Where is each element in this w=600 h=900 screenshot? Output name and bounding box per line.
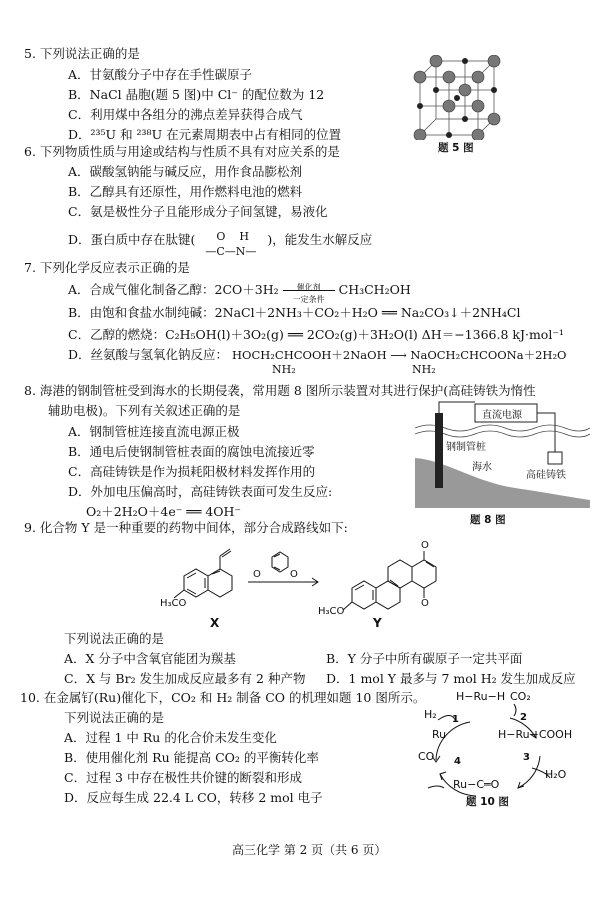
condition-label: 一定条件 [292, 295, 325, 304]
cycle-top-species: H−Ru−H [456, 690, 506, 703]
q6-option-a: A．碳酸氢钠能与碱反应，用作食品膨松剂 [68, 164, 303, 179]
q8-option-c: C．高硅铸铁是作为损耗阳极材料发挥作用的 [68, 464, 316, 479]
q5-figure-caption: 题 5 图 [438, 142, 474, 154]
serine-amino-a: NH₂ [272, 363, 296, 376]
cycle-right-species: H−Ru−COOH [498, 728, 573, 741]
q6-option-d-prefix: D．蛋白质中存在肽键( [68, 232, 196, 247]
cycle-step-4: 4 [454, 756, 461, 767]
cycle-ru-species: Ru [432, 728, 447, 741]
nacl-crystal-figure [412, 55, 502, 140]
y-methoxy-label: H₃CO [318, 606, 345, 617]
fig8-pile-label: 钢制管桩 [446, 442, 486, 453]
cycle-bottom-species: Ru−C═O [453, 778, 500, 791]
page-footer: 高三化学 第 2 页（共 6 页） [232, 843, 387, 857]
q7-option-b: B．由饱和食盐水制纯碱：2NaCl＋2NH₃＋CO₂＋H₂O ══ Na₂CO₃↓＋2NH₄Cl [68, 305, 521, 320]
cycle-step-3: 3 [523, 752, 530, 763]
peptide-oxygen: O [216, 230, 226, 243]
q5-option-b: B．NaCl 晶胞(题 5 图)中 Cl⁻ 的配位数为 12 [68, 87, 325, 102]
y-oxygen-bottom: O [421, 598, 429, 609]
q7-option-d [68, 347, 566, 363]
q7-option-a-product: CH₃CH₂OH [338, 282, 411, 297]
cycle-h2-input: H₂ [424, 708, 437, 721]
cycle-step-2: 2 [520, 712, 527, 723]
q5-option-d: D．²³⁵U 和 ²³⁸U 在元素周期表中占有相同的位置 [68, 127, 342, 142]
q10-option-d: D．反应每生成 22.4 L CO，转移 2 mol 电子 [64, 790, 323, 805]
cycle-co-output: CO [418, 750, 435, 763]
q6-option-b: B．乙醇具有还原性，用作燃料电池的燃料 [68, 184, 303, 199]
q8-option-b: B．通电后使钢制管桩表面的腐蚀电流接近零 [68, 444, 315, 459]
quinone-oxygen-right: O [290, 569, 298, 580]
q7-option-c: C．乙醇的燃烧：C₂H₅OH(l)＋3O₂(g) ══ 2CO₂(g)＋3H₂O(l) ΔH＝−1366.8 kJ·mol⁻¹ [68, 327, 564, 342]
y-oxygen-top: O [421, 540, 429, 551]
q10-figure-caption: 题 10 图 [466, 796, 509, 808]
q5-stem: 5. 下列说法正确的是 [24, 46, 140, 61]
q6-option-d [68, 230, 373, 258]
q9-option-c: C．X 与 Br₂ 发生加成反应最多有 2 种产物 [64, 671, 306, 686]
q7-stem: 7. 下列化学反应表示正确的是 [24, 260, 190, 275]
serine-amino-b: NH₂ [412, 363, 436, 376]
q8-option-a: A．钢制管桩连接直流电源正极 [68, 424, 240, 439]
catalyst-label: 催化剂 [296, 283, 321, 292]
q8-figure-caption: 题 8 图 [470, 514, 506, 526]
q8-option-d-equation: O₂＋2H₂O＋4e⁻ ══ 4OH⁻ [86, 504, 242, 519]
x-methoxy-label: H₃CO [160, 598, 187, 609]
q9-sub-stem: 下列说法正确的是 [64, 631, 165, 646]
peptide-hydrogen: H [239, 230, 249, 243]
compound-y-label: Y [373, 616, 382, 630]
compound-x-label: X [210, 616, 220, 630]
q5-option-c: C．利用煤中各组分的沸点差异获得合成气 [68, 107, 303, 122]
fig8-iron-label: 高硅铸铁 [526, 470, 566, 481]
fig8-sea-label: 海水 [472, 462, 492, 473]
q6-option-d-suffix: )，能发生水解反应 [267, 232, 373, 247]
q10-stem: 10. 在金属钌(Ru)催化下，CO₂ 和 H₂ 制备 CO 的机理如题 10 图所示。 [20, 690, 426, 705]
cycle-step-1: 1 [452, 714, 459, 725]
q10-sub-stem: 下列说法正确的是 [64, 710, 165, 725]
q6-stem: 6. 下列物质性质与用途或结构与性质不具有对应关系的是 [24, 144, 340, 159]
q7-option-a [68, 282, 411, 304]
q10-option-a: A．过程 1 中 Ru 的化合价未发生变化 [64, 730, 277, 745]
synthesis-route-figure [150, 540, 460, 628]
q8-option-d: D．外加电压偏高时，高硅铸铁表面可发生反应: [68, 484, 333, 499]
peptide-chain: —C—N— [205, 245, 257, 258]
reaction-condition-arrow [283, 283, 335, 304]
q9-stem: 9. 化合物 Y 是一种重要的药物中间体，部分合成路线如下: [24, 520, 348, 535]
q5-option-a: A．甘氨酸分子中存在手性碳原子 [68, 67, 253, 82]
serine-equation: HOCH₂CHCOOH＋2NaOH ⟶ NaOCH₂CHCOONa＋2H₂O [232, 348, 567, 362]
q8-stem-line1: 8. 海港的钢制管桩受到海水的长期侵袭，常用题 8 图所示装置对其进行保护(高硅铸铁为惰性 [24, 383, 536, 398]
q7-option-a-prefix: A．合成气催化制备乙醇：2CO＋3H₂ [68, 282, 279, 297]
q7-option-d-prefix: D．丝氨酸与氢氧化钠反应： [68, 347, 229, 362]
q9-option-d: D．1 mol Y 最多与 7 mol H₂ 发生加成反应 [326, 671, 576, 686]
q9-option-b: B．Y 分子中所有碳原子一定共平面 [326, 651, 523, 666]
q6-option-c: C．氨是极性分子且能形成分子间氢键，易液化 [68, 204, 328, 219]
q9-option-a: A．X 分子中含氧官能团为羰基 [64, 651, 236, 666]
cycle-h2o-output: H₂O [545, 768, 567, 781]
quinone-oxygen-left: O [253, 569, 261, 580]
q8-stem-line2: 辅助电极)。下列有关叙述正确的是 [48, 403, 241, 418]
q10-option-b: B．使用催化剂 Ru 能提高 CO₂ 的平衡转化率 [64, 750, 319, 765]
cycle-co2-input: CO₂ [510, 690, 531, 703]
q10-option-c: C．过程 3 中存在极性共价键的断裂和形成 [64, 770, 302, 785]
fig8-power-label: 直流电源 [482, 410, 522, 421]
